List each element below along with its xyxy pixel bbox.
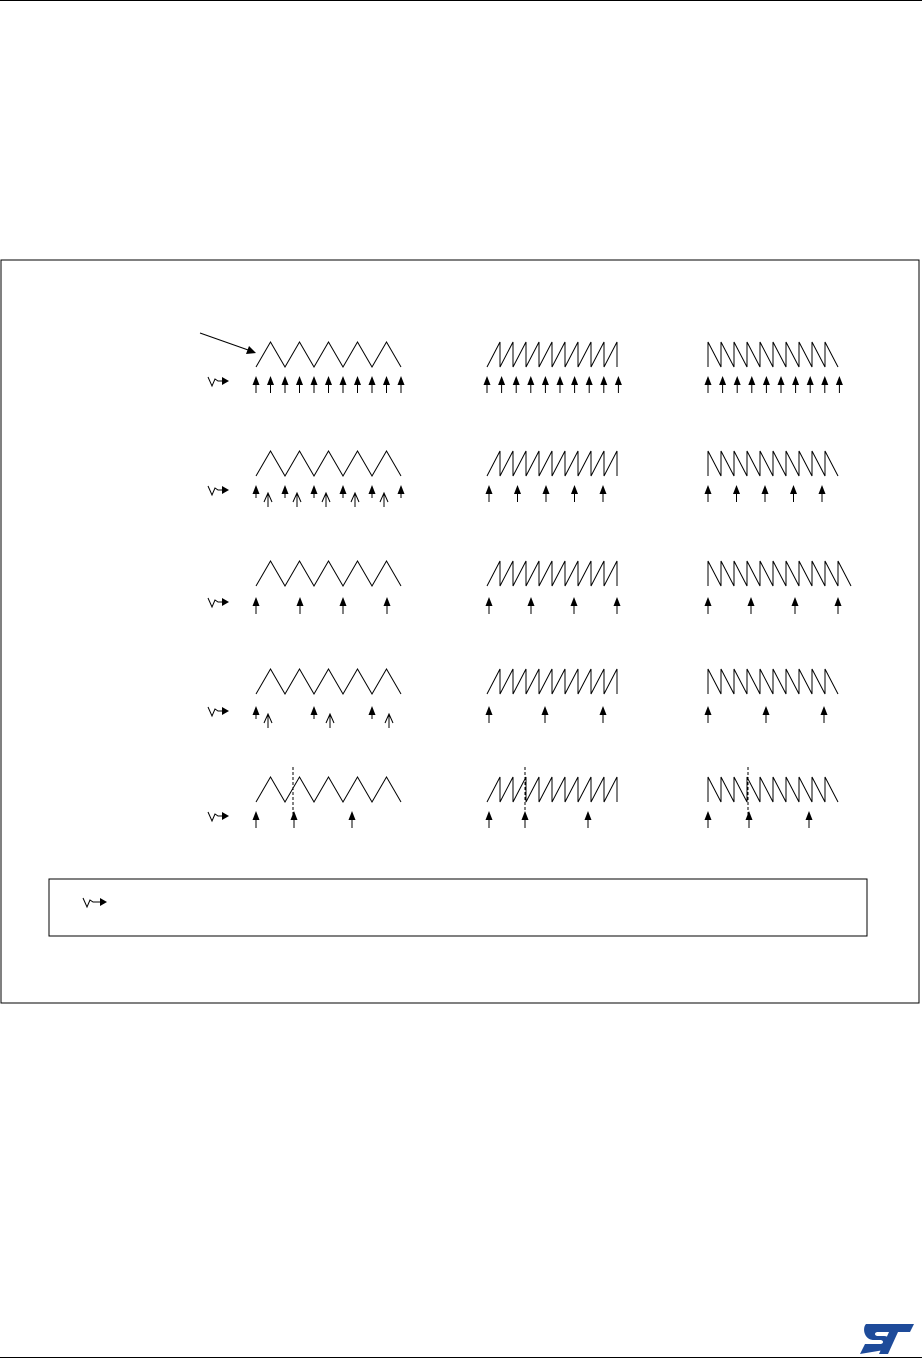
update-arrow xyxy=(705,706,712,723)
update-arrow xyxy=(821,706,828,723)
update-arrow xyxy=(282,376,289,393)
update-arrow xyxy=(585,811,592,828)
update-arrow xyxy=(311,376,318,393)
update-arrow xyxy=(763,376,770,393)
diagram-rows xyxy=(208,342,851,828)
update-arrow xyxy=(354,376,361,393)
update-arrow xyxy=(542,706,549,723)
update-arrow xyxy=(498,376,505,393)
update-arrow xyxy=(311,485,318,498)
half-period-arrow xyxy=(351,493,359,507)
update-arrow xyxy=(486,597,493,614)
sawtooth-down-waveform xyxy=(708,342,838,367)
sawtooth-up-waveform xyxy=(487,777,617,802)
diagram-row xyxy=(208,451,838,507)
update-arrow xyxy=(792,597,799,614)
update-arrow xyxy=(514,485,521,502)
update-arrow xyxy=(719,376,726,393)
update-arrow xyxy=(282,485,289,498)
update-arrow xyxy=(543,485,550,502)
update-arrow xyxy=(586,376,593,393)
half-period-arrow xyxy=(326,714,334,728)
update-arrow xyxy=(733,485,740,502)
update-arrow xyxy=(253,597,260,614)
diagram-row xyxy=(208,767,838,828)
triangle-waveform xyxy=(256,561,401,586)
update-arrow xyxy=(806,811,813,828)
sawtooth-up-waveform xyxy=(487,342,617,367)
diagram-row xyxy=(208,342,843,393)
half-period-arrow xyxy=(264,493,272,507)
update-arrow xyxy=(311,706,318,719)
update-arrow xyxy=(615,376,622,393)
update-event-icon xyxy=(208,598,229,607)
update-arrow xyxy=(705,811,712,828)
triangle-waveform xyxy=(256,777,401,802)
half-period-arrow xyxy=(385,714,393,728)
update-arrow xyxy=(253,376,260,393)
sawtooth-up-waveform xyxy=(487,561,617,586)
update-arrow xyxy=(513,376,520,393)
update-arrow xyxy=(369,376,376,393)
update-arrow xyxy=(486,485,493,502)
update-arrow xyxy=(821,376,828,393)
update-arrow xyxy=(835,597,842,614)
st-logo-icon xyxy=(858,1322,916,1356)
sawtooth-down-waveform xyxy=(708,669,838,694)
half-period-arrow xyxy=(264,714,272,728)
update-arrow xyxy=(340,376,347,393)
update-arrow xyxy=(340,485,347,498)
update-arrow xyxy=(486,706,493,723)
update-arrow xyxy=(748,376,755,393)
update-arrow xyxy=(571,376,578,393)
update-event-icon xyxy=(208,707,229,716)
update-arrow xyxy=(369,485,376,498)
update-arrow xyxy=(349,811,356,828)
update-event-icon xyxy=(83,898,107,907)
half-period-arrow xyxy=(380,493,388,507)
update-arrow xyxy=(571,485,578,502)
half-period-arrow xyxy=(293,493,301,507)
update-arrow xyxy=(778,376,785,393)
update-arrow xyxy=(763,706,770,723)
update-arrow xyxy=(340,597,347,614)
sawtooth-down-waveform xyxy=(708,561,851,586)
update-arrow xyxy=(600,485,607,502)
update-arrow xyxy=(296,376,303,393)
update-arrow xyxy=(253,706,260,719)
update-arrow xyxy=(571,597,578,614)
update-arrow xyxy=(557,376,564,393)
update-arrow xyxy=(384,597,391,614)
update-arrow xyxy=(325,376,332,393)
footer-rule xyxy=(0,1357,922,1358)
triangle-waveform xyxy=(256,669,401,694)
sawtooth-down-waveform xyxy=(708,777,838,802)
update-arrow xyxy=(267,376,274,393)
half-period-arrow xyxy=(322,493,330,507)
sawtooth-up-waveform xyxy=(487,451,617,476)
update-arrow xyxy=(614,597,621,614)
update-arrow xyxy=(486,811,493,828)
update-arrow xyxy=(705,485,712,502)
update-arrow xyxy=(383,376,390,393)
update-arrow xyxy=(705,376,712,393)
update-arrow xyxy=(398,376,405,393)
update-arrow xyxy=(528,597,535,614)
diagram-row xyxy=(208,669,838,728)
sawtooth-down-waveform xyxy=(708,451,838,476)
update-arrow xyxy=(542,376,549,393)
update-arrow xyxy=(600,706,607,723)
update-arrow xyxy=(748,597,755,614)
triangle-waveform xyxy=(256,451,401,476)
update-arrow xyxy=(297,597,304,614)
update-arrow xyxy=(746,811,753,828)
update-arrow xyxy=(484,376,491,393)
update-arrow xyxy=(836,376,843,393)
update-event-icon xyxy=(208,377,229,386)
update-event-icon xyxy=(208,486,229,495)
update-arrow xyxy=(762,485,769,502)
update-arrow xyxy=(253,811,260,828)
triangle-waveform xyxy=(256,342,401,367)
update-arrow xyxy=(807,376,814,393)
update-arrow xyxy=(600,376,607,393)
sawtooth-up-waveform xyxy=(487,669,617,694)
update-arrow xyxy=(369,706,376,719)
figure-frame xyxy=(1,260,919,1003)
update-arrow xyxy=(819,485,826,502)
update-arrow xyxy=(253,485,260,498)
callout-arrow xyxy=(200,333,256,354)
update-arrow xyxy=(527,376,534,393)
update-arrow xyxy=(291,811,298,828)
update-arrow xyxy=(734,376,741,393)
update-arrow xyxy=(790,485,797,502)
update-arrow xyxy=(522,811,529,828)
update-event-icon xyxy=(208,812,229,821)
diagram-row xyxy=(208,561,851,614)
legend-box xyxy=(49,879,867,936)
update-arrow xyxy=(792,376,799,393)
update-arrow xyxy=(398,485,405,498)
update-arrow xyxy=(705,597,712,614)
